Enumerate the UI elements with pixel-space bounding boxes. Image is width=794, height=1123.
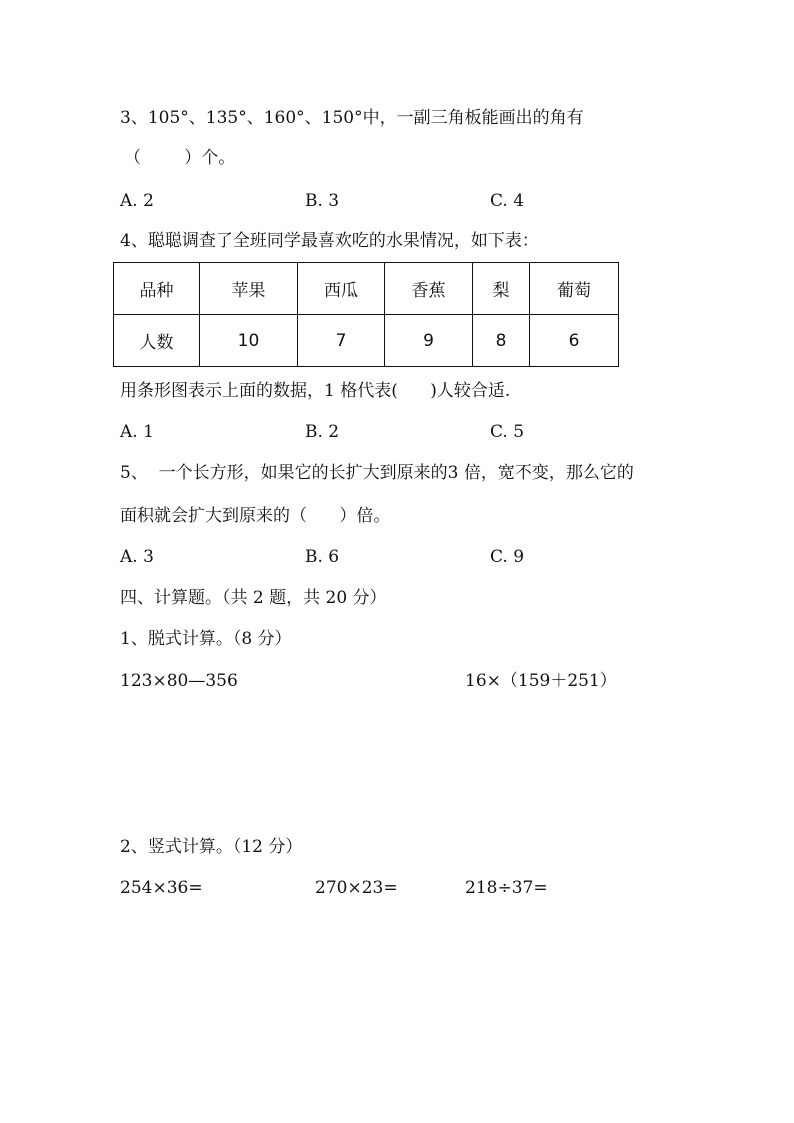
q5-option-b: B. 6 xyxy=(305,547,340,567)
table-cell: 9 xyxy=(385,315,473,367)
q3-stem-line2: （ ）个。 xyxy=(124,148,236,168)
table-cell: 10 xyxy=(200,315,298,367)
q4-option-a: A. 1 xyxy=(120,422,154,442)
table-cell: 梨 xyxy=(473,263,530,315)
q3-option-c: C. 4 xyxy=(490,191,525,211)
table-row xyxy=(114,315,619,367)
q4-option-b: B. 2 xyxy=(305,422,340,442)
problem-2-expression-1: 254×36= xyxy=(120,878,203,898)
table-cell: 葡萄 xyxy=(530,263,619,315)
q5-stem-line1: 5、 一个长方形，如果它的长扩大到原来的3 倍，宽不变，那么它的 xyxy=(120,463,634,483)
table-cell: 品种 xyxy=(114,263,200,315)
table-cell: 香蕉 xyxy=(385,263,473,315)
q3-option-b: B. 3 xyxy=(305,191,340,211)
table-row xyxy=(114,263,619,315)
problem-2-expression-3: 218÷37= xyxy=(465,878,548,898)
fruit-survey-table xyxy=(113,262,619,367)
problem-1-title: 1、脱式计算。（8 分） xyxy=(120,629,292,649)
table-cell: 西瓜 xyxy=(298,263,385,315)
table-cell: 7 xyxy=(298,315,385,367)
q5-option-c: C. 9 xyxy=(490,547,525,567)
problem-1-expression-2: 16×（159＋251） xyxy=(465,671,617,691)
section-title: 四、计算题。（共 2 题，共 20 分） xyxy=(120,588,387,608)
q4-after-table: 用条形图表示上面的数据，1 格代表( )人较合适. xyxy=(120,381,511,401)
q4-option-c: C. 5 xyxy=(490,422,525,442)
table-cell: 6 xyxy=(530,315,619,367)
table-cell: 8 xyxy=(473,315,530,367)
problem-1-expression-1: 123×80—356 xyxy=(120,671,238,691)
problem-2-title: 2、竖式计算。（12 分） xyxy=(120,837,303,857)
problem-2-expression-2: 270×23= xyxy=(315,878,398,898)
table-cell: 人数 xyxy=(114,315,200,367)
q4-stem: 4、聪聪调查了全班同学最喜欢吃的水果情况，如下表： xyxy=(120,231,539,251)
q3-stem-line1: 3、105°、135°、160°、150°中，一副三角板能画出的角有 xyxy=(120,108,584,128)
q3-option-a: A. 2 xyxy=(120,191,154,211)
table-cell: 苹果 xyxy=(200,263,298,315)
q5-option-a: A. 3 xyxy=(120,547,154,567)
q5-stem-line2: 面积就会扩大到原来的（ ）倍。 xyxy=(120,506,391,526)
